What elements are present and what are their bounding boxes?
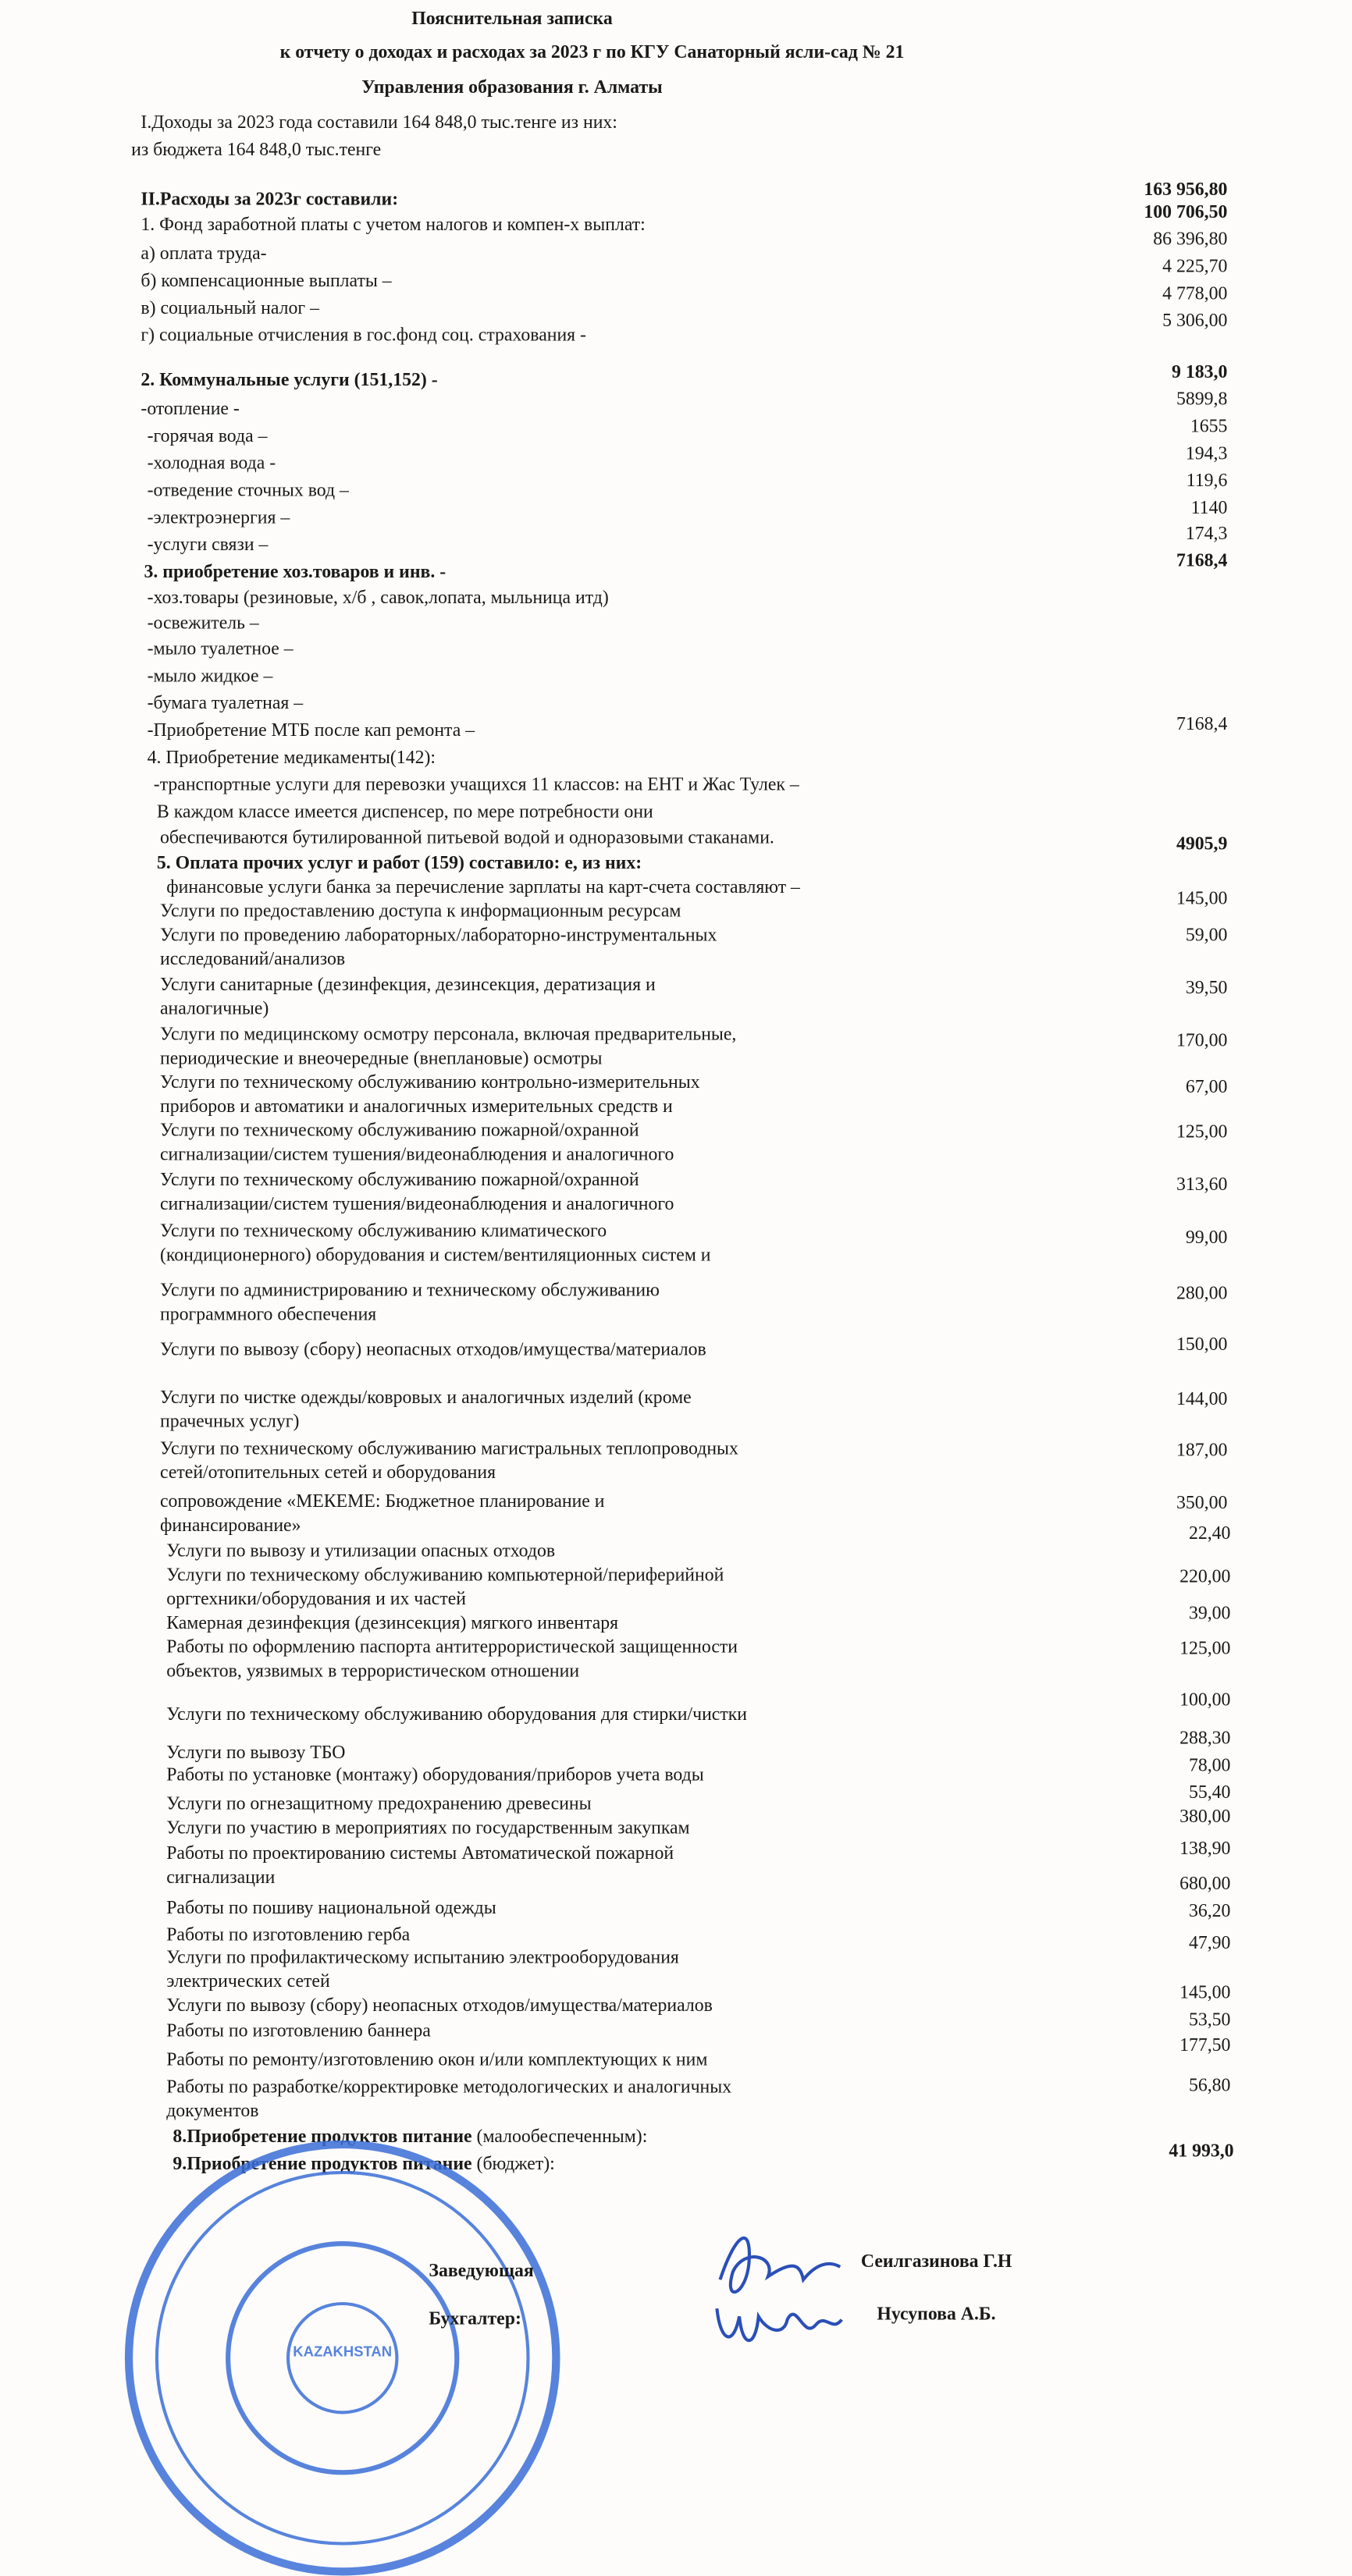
service-row-label: Услуги по техническому обслуживанию пожарной/охранной сигнализации/систем тушения/видеонаблюдения и аналогичного	[160, 1120, 674, 1164]
row-value: 5899,8	[1176, 389, 1228, 410]
service-row-value: 280,00	[1176, 1283, 1228, 1304]
service-row-value: 380,00	[1179, 1806, 1231, 1828]
document-subtitle: к отчету о доходах и расходах за 2023 г по КГУ Санаторный ясли-сад № 21	[279, 41, 905, 62]
service-row-label: Услуги по администрированию и техническому обслуживанию программного обеспечения	[160, 1280, 660, 1324]
row-value: 4 225,70	[1162, 256, 1228, 277]
row-label: -мыло туалетное –	[147, 638, 294, 659]
service-row-label: сопровождение «МЕКЕМЕ: Бюджетное планирование и финансирование»	[160, 1491, 605, 1535]
head-label: Заведующая	[429, 2260, 534, 2282]
service-row-label: Услуги по техническому обслуживанию климатического (кондиционерного) оборудования и систем/вентиляционных систем и	[160, 1220, 711, 1265]
row-label: -отведение сточных вод –	[147, 480, 349, 501]
service-row-value: 138,90	[1179, 1838, 1231, 1860]
service-row-value: 22,40	[1188, 1523, 1231, 1544]
expenses-total: 163 956,80	[1144, 179, 1228, 201]
service-row-label: Услуги по техническому обслуживанию пожарной/охранной сигнализации/систем тушения/видеонаблюдения и аналогичного	[160, 1169, 674, 1213]
service-row-value: 99,00	[1185, 1227, 1228, 1248]
row-label: в) социальный налог –	[141, 297, 319, 318]
row-value: 174,3	[1185, 523, 1228, 544]
document-org: Управления образования г. Алматы	[361, 76, 663, 98]
income-line: I.Доходы за 2023 года составили 164 848,0 тыс.тенге из них:	[141, 112, 617, 133]
services-total: 4905,9	[1176, 833, 1228, 855]
row-label: а) оплата труда-	[141, 243, 267, 265]
row-label: 9.Приобретение продуктов питание	[173, 2153, 472, 2174]
service-row-value: 150,00	[1176, 1334, 1228, 1356]
service-row-label: Услуги по предоставлению доступа к информационным ресурсам	[160, 901, 681, 922]
transport-line: -транспортные услуги для перевозки учащихся 11 классов: на ЕНТ и Жас Тулек –	[153, 774, 799, 795]
service-row-value: 39,50	[1185, 977, 1228, 999]
service-row-label: Услуги по вывозу (сбору) неопасных отходов/имущества/материалов	[166, 1995, 713, 2016]
row-label: г) социальные отчисления в гос.фонд соц. страхования -	[141, 325, 587, 346]
service-row-value: 350,00	[1176, 1492, 1228, 1514]
row-label: -отопление -	[141, 398, 240, 420]
service-row-value: 125,00	[1176, 1121, 1228, 1142]
row-label: -холодная вода -	[147, 453, 276, 474]
official-stamp	[125, 2141, 560, 2576]
service-row-label: Услуги санитарные (дезинфекция, дезинсекция, дератизация и аналогичные)	[160, 974, 656, 1018]
row-value: 86 396,80	[1153, 229, 1228, 250]
goods-label: 3. приобретение хоз.товаров и инв. -	[144, 561, 447, 583]
service-row-value: 187,00	[1176, 1440, 1228, 1461]
service-row-label: Работы по оформлению паспорта антитеррористической защищенности объектов, уязвимых в террористическом отношении	[166, 1636, 738, 1681]
row-label: -хоз.товары (резиновые, х/б , савок,лопата, мыльница итд)	[147, 587, 609, 608]
service-row-label: Услуги по техническому обслуживанию компьютерной/периферийной оргтехники/оборудования и их частей	[166, 1564, 724, 1609]
utilities-total: 9 183,0	[1172, 361, 1228, 382]
payroll-total: 100 706,50	[1144, 201, 1228, 222]
row-label: б) компенсационные выплаты –	[141, 270, 392, 292]
service-row-value: 145,00	[1176, 887, 1228, 909]
service-row-value: 144,00	[1176, 1388, 1228, 1410]
service-row-label: Услуги по вывозу и утилизации опасных отходов	[166, 1540, 556, 1562]
medicine-label: 4. Приобретение медикаменты(142):	[147, 747, 436, 768]
service-row-value: 313,60	[1176, 1174, 1228, 1196]
goods-total: 7168,4	[1176, 550, 1228, 571]
service-row-value: 288,30	[1179, 1728, 1231, 1749]
service-row-label: Услуги по медицинскому осмотру персонала, включая предварительные, периодические и внеочередные (внеплановые) осмотры	[160, 1024, 737, 1068]
note-line: обеспечиваются бутилированной питьевой водой и одноразовыми стаканами.	[160, 826, 774, 848]
row-label: -горячая вода –	[147, 425, 268, 446]
head-name: Сеилгазинова Г.Н	[860, 2251, 1012, 2272]
service-row-label: Услуги по техническому обслуживанию магистральных теплопроводных сетей/отопительных сетей и оборудования	[160, 1437, 738, 1483]
service-row-value: 47,90	[1188, 1932, 1231, 1954]
row-value: 5 306,00	[1162, 310, 1228, 332]
document-title: Пояснительная записка	[411, 8, 613, 29]
service-row-label: Работы по пошиву национальной одежды	[166, 1897, 496, 1918]
service-row-label: Камерная дезинфекция (дезинсекция) мягкого инвентаря	[166, 1612, 619, 1634]
row-label: -Приобретение МТБ после кап ремонта –	[147, 720, 475, 741]
service-row-label: Услуги по профилактическому испытанию электрооборудования электрических сетей	[166, 1946, 679, 1992]
service-row-label: Работы по установке (монтажу) оборудования/приборов учета воды	[166, 1764, 704, 1785]
row-label: -услуги связи –	[147, 534, 269, 556]
service-row-value: 59,00	[1185, 924, 1228, 946]
services-label: 5. Оплата прочих услуг и работ (159) составило: е, из них:	[156, 852, 642, 874]
service-row-label: Услуги по огнезащитному предохранению древесины	[166, 1793, 592, 1814]
utilities-label: 2. Коммунальные услуги (151,152) -	[141, 369, 438, 391]
row-label: -электроэнергия –	[147, 506, 290, 528]
service-row-value: 55,40	[1188, 1782, 1231, 1803]
food-low-income-row	[173, 2126, 647, 2149]
service-row-label: Работы по проектированию системы Автоматической пожарной сигнализации	[166, 1842, 674, 1887]
service-row-label: Услуги по техническому обслуживанию оборудования для стирки/чистки	[166, 1704, 748, 1725]
service-row-value: 125,00	[1179, 1638, 1231, 1659]
service-row-value: 680,00	[1179, 1873, 1231, 1895]
payroll-label: 1. Фонд заработной платы с учетом налогов и компен-х выплат:	[141, 214, 646, 236]
signature-accountant	[704, 2284, 849, 2365]
service-row-value: 36,20	[1188, 1900, 1231, 1922]
row-label: 8.Приобретение продуктов питание	[173, 2126, 472, 2148]
row-label: -бумага туалетная –	[147, 692, 304, 714]
service-row-label: Услуги по чистке одежды/ковровых и аналогичных изделий (кроме прачечных услуг)	[160, 1387, 692, 1431]
service-row-label: Услуги по техническому обслуживанию контрольно-измерительных приборов и автоматики и аналогичных измерительных средств и	[160, 1071, 700, 1116]
service-row-value: 56,80	[1188, 2074, 1231, 2096]
income-budget-line: из бюджета 164 848,0 тыс.тенге	[131, 139, 382, 160]
service-row-label: Услуги по проведению лабораторных/лабораторно-инструментальных исследований/анализов	[160, 924, 717, 969]
expenses-heading: II.Расходы за 2023г составили:	[141, 188, 399, 210]
service-row-value: 170,00	[1176, 1030, 1228, 1051]
service-row-value: 177,50	[1179, 2034, 1231, 2056]
row-value: 7168,4	[1176, 713, 1228, 734]
row-value: 1655	[1190, 416, 1228, 437]
service-row-label: Услуги по вывозу ТБО	[166, 1742, 346, 1764]
row-label: -освежитель –	[147, 613, 259, 634]
food-budget-value: 41 993,0	[1169, 2140, 1234, 2162]
service-row-value: 53,50	[1188, 2009, 1231, 2031]
row-label-rest: (малообеспеченным):	[471, 2126, 648, 2148]
service-row-value: 145,00	[1179, 1981, 1231, 2003]
accountant-name: Нусупова А.Б.	[877, 2304, 996, 2325]
row-label: -мыло жидкое –	[147, 665, 273, 687]
row-value: 4 778,00	[1162, 282, 1228, 304]
service-row-label: Работы по изготовлению баннера	[166, 2020, 431, 2041]
row-value: 1140	[1190, 497, 1228, 519]
service-row-value: 78,00	[1188, 1754, 1231, 1776]
note-line: В каждом классе имеется диспенсер, по мере потребности они	[156, 801, 653, 823]
service-row-value: 100,00	[1179, 1689, 1231, 1711]
service-row-label: Услуги по участию в мероприятиях по государственным закупкам	[166, 1817, 690, 1839]
service-row-value: 220,00	[1179, 1565, 1231, 1587]
row-label-rest: (бюджет):	[471, 2153, 555, 2174]
service-row-label: Работы по изготовлению герба	[166, 1924, 411, 1945]
bank-services-line: финансовые услуги банка за перечисление зарплаты на карт-счета составляют –	[166, 876, 800, 898]
row-value: 194,3	[1185, 442, 1228, 464]
service-row-label: Работы по ремонту/изготовлению окон и/или комплектующих к ним	[166, 2049, 708, 2070]
service-row-value: 39,00	[1188, 1603, 1231, 1624]
accountant-label: Бухгалтер:	[429, 2308, 521, 2329]
stamp-text: KAZAKHSTAN	[293, 2343, 393, 2360]
service-row-label: Работы по разработке/корректировке методологических и аналогичных документов	[166, 2076, 732, 2121]
service-row-value: 67,00	[1185, 1076, 1228, 1098]
service-row-label: Услуги по вывозу (сбору) неопасных отходов/имущества/материалов	[160, 1338, 706, 1360]
row-value: 119,6	[1186, 470, 1228, 492]
